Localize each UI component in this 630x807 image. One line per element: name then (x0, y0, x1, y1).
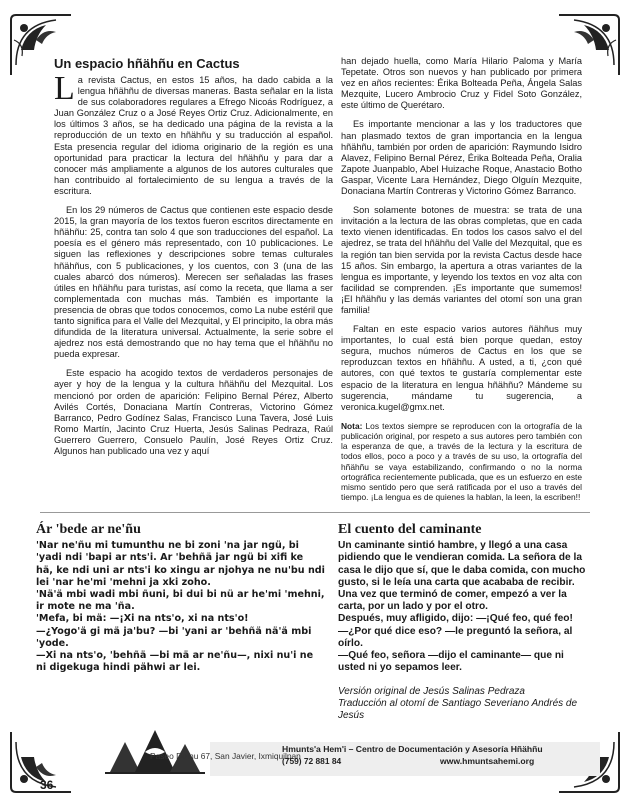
footer-phone: (759) 72 881 84 (282, 756, 342, 766)
poem-title-spanish: El cuento del caminante (338, 522, 482, 537)
article-paragraph: Este espacio ha acogido textos de verdaderos personajes de ayer y hoy de la lengua y la cultura hñähñu del Mezquital. Los mencionó por orden de aparición: Felipino Bernal Pérez, Alberto Avilés Cortés, Donaciana Martín Contreras, Victorino Gómez Barranco, Pedro Godínez Salas, Francisco Luna Tavera, José Luis Romo Martín, Jacinto Cruz Huerta, Jesús Salinas Pedraza, Raúl Guerrero Guerrero, Consuelo Paulín, José Reyes Ortiz Cruz. Algunos han publicado una vez y aquí (54, 368, 333, 456)
poem-line: 'Nä'ä mbi wadi mbi ñuni, bi dui bi nü ar he'mi 'mehni, ir mote ne ma 'ña. (36, 589, 325, 613)
section-divider (40, 512, 590, 513)
hmuntsa-hemi-logo-icon (100, 722, 210, 776)
poem-line: Una vez que terminó de comer, empezó a ver la carta, por un lado y por el otro. (338, 589, 567, 613)
credit-version: Versión original de Jesús Salinas Pedraza (338, 686, 525, 697)
credit-translation: Traducción al otomí de Santiago Severiano Andrés de Jesús (338, 698, 578, 722)
footer-website-link[interactable]: www.hmuntsahemi.org (440, 756, 535, 766)
note-text: Los textos siempre se reproducen con la ortografía de la publicación original, por respeto a sus autores pero también con la esperanza de que, a través de la lectura y la escritura de todos ellos, poco a poco y a través de su uso, la ortografía del hñähñu se vaya estabilizando, confirmando o no la norma ortográfica recientemente publicada, que es un esfuerzo en este mismo sentido pero que será ratificada por el uso a través del tiempo. ¡La lengua es de quienes la hablan, la leen, la escriben!! (341, 420, 582, 503)
poem-line: —¿Por qué dice eso? —le preguntó la señora, al oírlo. (338, 625, 573, 649)
poem-line: 'Mefa, bi mä: —¡Xi na nts'o, xi na nts'o! (36, 613, 249, 625)
poem-line: —Xi na nts'o, 'behñä —bi mä ar ne'ñu—, nixi nu'i ne ni digekuga hindi pähwi ar lei. (36, 650, 314, 674)
poem-spanish (338, 524, 588, 674)
article-paragraph: Es importante mencionar a las y los traductores que han plasmado textos de gran importancia en la lengua hñähñu, también por orden de aparición: Raymundo Isidro Alavez, Felipino Bernal Pérez, Érika Bolteada Peña, Oralia Zapote Juanpablo, Abel Huizache Roque, Anastacio Botho Gaspar, Vicente Lara Hernández, Diego Olguín Mezquite, Donaciana Martín Contreras y Victorino Gómez Barranco. (341, 119, 582, 197)
poem-line: 'Nar ne'ñu mi tumunthu ne bi zoni 'na jar ngü, bi 'yadi ndi 'bapi ar nts'i. Ar 'behñä jar ngü bi xifi ke (36, 540, 304, 564)
footer-organization: Hmunts'a Hem'i – Centro de Documentación y Asesoría Hñähñu (282, 744, 543, 754)
article-paragraph: Son solamente botones de muestra: se trata de una invitación a la lectura de las obras completas, que en cada texto vienen identificadas. En todos los casos salvo el del ajedrez, se trata del hñähñu del Valle del Mezquital, que es la región tan bien servida por la revista Cactus desde hace 15 años. Sin embargo, la apertura a otras variantes de la lengua es importante, y leyendo los textos en voz alta con facilidad se comprenden. ¡Es importante que sumemos! ¡El hñähñu y las demás variantes del otomí son una gran familia! (341, 205, 582, 315)
poem-line: —¿Yogo'ä gi mä ja'bu? —bi 'yani ar 'behñä nä'ä mbi 'yode. (36, 625, 312, 649)
article-paragraph: En los 29 números de Cactus que contienen este espacio desde 2015, la gran mayoría de los textos fueron escritos directamente en hñähñu: 25, contra tan solo 4 que son traducciones del español. La poesía es el género más representado, con 10 publicaciones. Le siguen las reflexiones y descripciones sobre temas culturales hñähñus, con 5 publicaciones, y los cuentos, con 3 (una de las cuales abarcó dos números). Merecen ser señaladas las frases útiles en hñähñu para turistas, así como la receta, que llama a ser complementada con muchas más. También es importante la presencia de obras que todos conocemos, como La nube estéril que tanto significa para el Valle del Mezquital, y El principito, la obra más difundida de la literatura universal. Actualmente, la serie sobre el ajedrez nos está demostrando que no hay tema que el hñähñu no pueda expresar. (54, 205, 333, 360)
article-paragraph: Faltan en este espacio varios autores ñähñus muy importantes, lo cual está bien porque quedan, estoy segura, muchos números de Cactus en los que se reproduzcan textos en hñähñu. A usted, a ti, ¿con qué autores, con qué textos te gustaría complementar este espacio de la literatura en lengua hñähñu? Mándeme su sugerencia, mándame tu sugerencia, a veronica.kugel@gmx.net. (341, 324, 582, 412)
poem-title-otomi: Ár 'bede ar ne'ñu (36, 522, 141, 537)
poem-otomi (36, 524, 326, 674)
page-number: 36 (40, 778, 54, 792)
article-paragraph: han dejado huella, como María Hilario Paloma y María Tepetate. Otros son nuevos y han publicado por primera vez en años recientes: Érika Bolteada Peña, Ángela Salas Mezquite, Lucero Ambrocio Cruz y Fidel Soto González, este último de Querétaro. (341, 56, 582, 111)
article-paragraph: La revista Cactus, en estos 15 años, ha dado cabida a la lengua hñähñu de diversas maneras. Basta señalar en la lista de sus colaboradores regulares a Efrego Nicoás Rodríguez, a Juan González Cruz o a José Reyes Ortiz Cruz. Adicionalmente, en los últimos 3 años, se ha dedicado una página de la revista a la reproducción de un texto en hñähñu y su traducción al español. Esta presencia regular del idioma originario de la región es una oportunidad para practicar la lectura del hñähñu y para dar a conocer más ampliamente a algunos de los autores culturales que han contribuido al fortalecimiento de su lengua a través de la escritura. (54, 70, 333, 196)
article-left-column (54, 56, 333, 465)
poem-credits (338, 686, 588, 723)
article-title: Un espacio hñähñu en Cactus (54, 56, 240, 71)
page-footer (130, 742, 590, 778)
note-label: Nota: (341, 420, 363, 431)
poem-line: Un caminante sintió hambre, y llegó a una casa pidiendo que le vendieran comida. La señora de la casa le dijo que sí, que le daba comida, con mucho gusto, si le leía una carta que acababa de recibir. (338, 540, 586, 588)
footer-address: Paseo Domu 67, San Javier, Ixmiquilpan (150, 751, 301, 761)
drop-cap: L (54, 70, 75, 107)
article-right-column (341, 56, 582, 502)
poem-line: Después, muy afligido, dijo: —¡Qué feo, qué feo! (338, 613, 573, 625)
poem-line: hä, ke ndi uni ar nts'i ko xingu ar njohya ne nu'bu ndi lei 'nar he'mi 'mehni ja xki zoho. (36, 564, 325, 588)
poem-line: —Qué feo, señora —dijo el caminante— que ni usted ni yo sepamos leer. (338, 650, 564, 674)
editorial-note (341, 421, 582, 503)
